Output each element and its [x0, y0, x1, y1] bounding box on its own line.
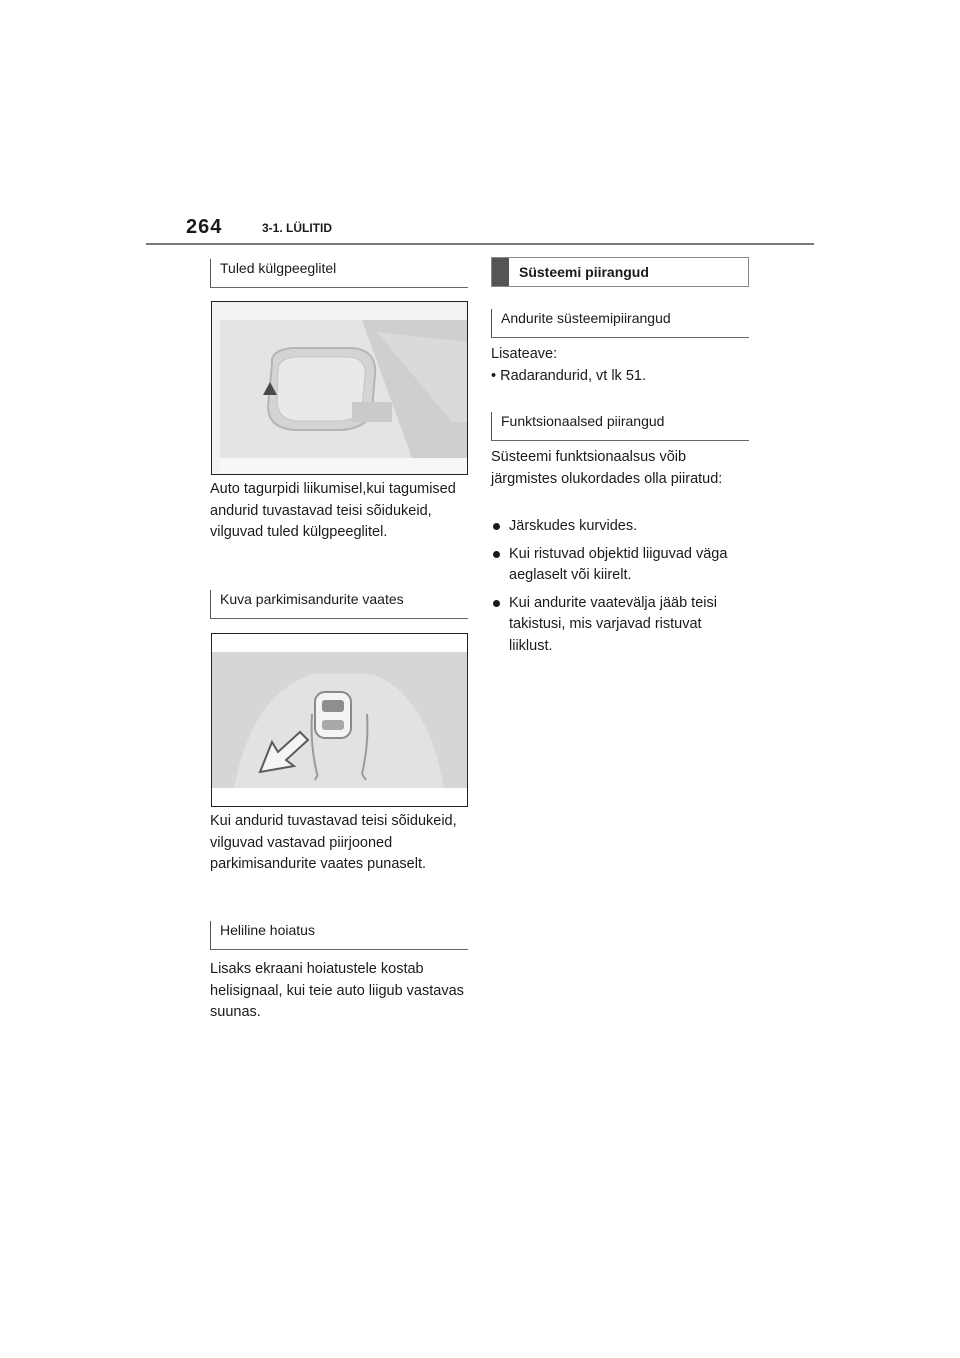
text-mirror-lights: Auto tagurpidi liikumisel,kui tagumised andurid tuvastavad teisi sõidukeid, vilguvad tuled külgpeeglitel. — [210, 481, 456, 540]
text-functional-intro: Süsteemi funktsionaalsus võib järgmistes olukordades olla piiratud: — [491, 449, 723, 487]
subheading-sensor-limits — [491, 309, 749, 338]
list-item-text: Kui ristuvad objektid liiguvad väga aeglaselt või kiirelt. — [509, 545, 728, 583]
info-item-radar: • Radarandurid, vt lk 51. — [491, 368, 646, 384]
bullet-icon — [493, 600, 500, 607]
list-item-text: Kui andurite vaatevälja jääb teisi takistusi, mis varjavad ristuvat liiklust. — [509, 594, 717, 654]
text-parking-view: Kui andurid tuvastavad teisi sõidukeid, vilguvad vastavad piirjooned parkimisandurite vaates punaselt. — [210, 813, 457, 872]
subheading-functional-limits — [491, 412, 749, 441]
bullet-icon — [493, 551, 500, 558]
mirror-illustration — [211, 301, 468, 475]
heading-system-limits-label: Süsteemi piirangud — [519, 264, 649, 280]
subheading-functional-limits-label: Funktsionaalsed piirangud — [501, 413, 665, 429]
parking-view-illustration — [211, 633, 468, 807]
section-title: 3-1. LÜLITID — [262, 221, 333, 235]
list-item — [491, 516, 749, 538]
subheading-mirror-lights-label: Tuled külgpeeglitel — [220, 260, 337, 276]
subheading-parking-view-label: Kuva parkimisandurite vaates — [220, 591, 404, 607]
list-item — [491, 544, 749, 587]
limitations-list — [491, 516, 749, 663]
parking-sensor-screen — [212, 634, 467, 806]
header-divider — [146, 243, 814, 245]
subheading-mirror-lights — [210, 259, 468, 288]
subheading-sensor-limits-label: Andurite süsteemipiirangud — [501, 310, 671, 326]
side-mirror-image — [212, 302, 467, 474]
heading-system-limits — [491, 257, 749, 287]
car-top-icon — [315, 692, 351, 738]
heading-marker — [492, 258, 509, 286]
text-audio-warning: Lisaks ekraani hoiatustele kostab helisignaal, kui teie auto liigub vastavas suunas. — [210, 961, 464, 1020]
subheading-parking-view — [210, 590, 468, 619]
subheading-audio-warning — [210, 921, 468, 950]
bullet-icon — [493, 523, 500, 530]
page-number: 264 — [186, 216, 223, 238]
list-item — [491, 593, 749, 658]
subheading-audio-warning-label: Heliline hoiatus — [220, 922, 315, 938]
info-label: Lisateave: — [491, 346, 558, 362]
list-item-text: Järskudes kurvides. — [509, 518, 638, 534]
